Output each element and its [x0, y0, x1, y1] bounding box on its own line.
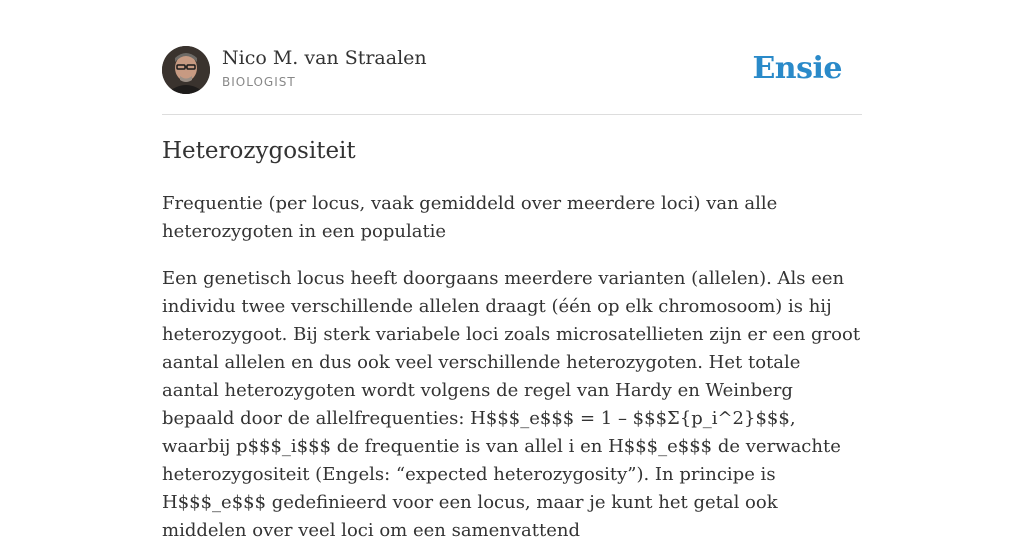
avatar[interactable] — [162, 46, 210, 94]
author-photo-icon — [162, 46, 210, 94]
author-name[interactable]: Nico M. van Straalen — [222, 47, 427, 69]
brand-logo[interactable]: Ensie — [752, 51, 842, 86]
article-lead: Frequentie (per locus, vaak gemiddeld over meerdere loci) van alle heterozygoten in een populatie — [162, 193, 778, 242]
article-title: Heterozygositeit — [162, 138, 356, 164]
header — [162, 46, 862, 115]
article-body: Een genetisch locus heeft doorgaans meerdere varianten (allelen). Als een individu twee verschillende allelen draagt (één op elk chromosoom) is hij heterozygoot. Bij sterk variabele loci zoals microsatellieten zijn er een groot aantal allelen en dus ook veel verschillende heterozygoten. Het totale aantal heterozygoten wordt volgens de regel van Hardy en Weinberg bepaald door de allelfrequenties: H$$$_e$$$ = 1 – $$$Σ{p_i^2}$$$, waarbij p$$$_i$$$ de frequentie is van allel i en H$$$_e$$$ de verwachte heterozygositeit (Engels: “expected heterozygosity”). In principe is H$$$_e$$$ gedefinieerd voor een locus, maar je kunt het getal ook middelen over veel loci om een samenvattend — [162, 268, 861, 541]
author-role: BIOLOGIST — [222, 75, 296, 89]
